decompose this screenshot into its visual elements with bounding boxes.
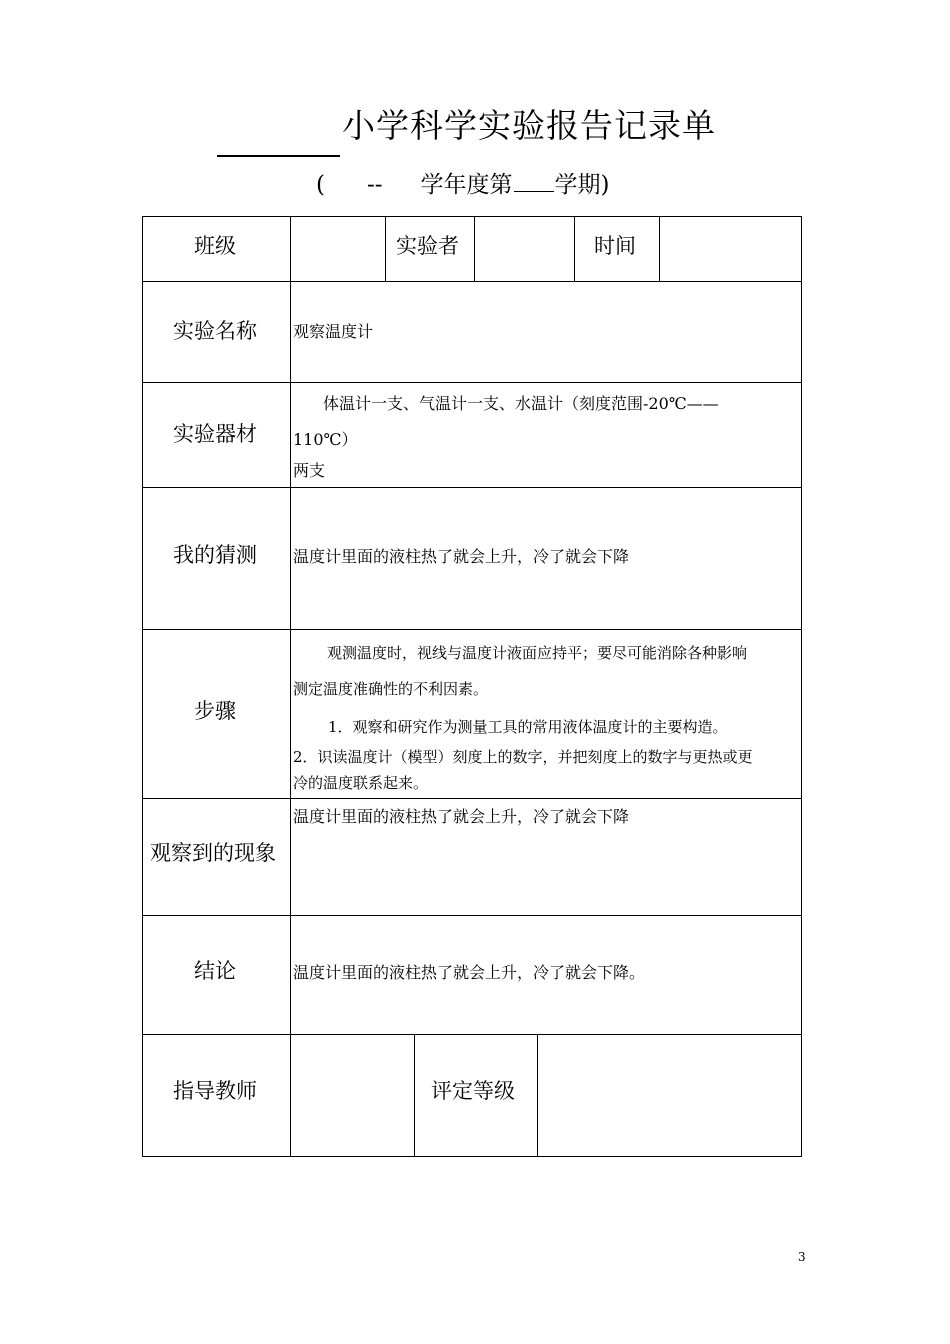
- row-border: [142, 281, 802, 282]
- semester-blank: [514, 169, 554, 192]
- col-border: [801, 216, 802, 1157]
- time-label: 时间: [594, 234, 636, 258]
- steps-line-4: 2．识读温度计（模型）刻度上的数字，并把刻度上的数字与更热或更: [293, 748, 753, 766]
- title-underline: [217, 155, 340, 157]
- observation-value: 温度计里面的液柱热了就会上升，冷了就会下降: [293, 807, 630, 826]
- steps-line-5: 冷的温度联系起来。: [293, 774, 429, 792]
- page-number: 3: [798, 1250, 806, 1264]
- subtitle: [316, 168, 610, 202]
- conclusion-label: 结论: [194, 959, 236, 983]
- subtitle-end: 学期): [554, 172, 610, 198]
- col-border: [474, 216, 475, 282]
- experiment-name-value: 观察温度计: [293, 322, 374, 341]
- col-border: [385, 216, 386, 282]
- subtitle-mid: 学年度第: [420, 172, 513, 198]
- materials-line-2: 110℃）: [293, 430, 358, 449]
- row-border: [142, 915, 802, 916]
- hypothesis-label: 我的猜测: [173, 543, 257, 567]
- class-label: 班级: [194, 234, 236, 258]
- hypothesis-value: 温度计里面的液柱热了就会上升，冷了就会下降: [293, 547, 630, 566]
- conclusion-value: 温度计里面的液柱热了就会上升，冷了就会下降。: [293, 963, 646, 982]
- steps-line-2: 测定温度准确性的不利因素。: [293, 680, 489, 698]
- row-border: [142, 629, 802, 630]
- row-border: [142, 1156, 802, 1157]
- page-title: 小学科学实验报告记录单: [342, 106, 716, 145]
- grade-label: 评定等级: [431, 1079, 515, 1103]
- col-border: [290, 216, 291, 1157]
- row-border: [142, 487, 802, 488]
- col-border: [142, 216, 143, 1157]
- materials-line-3: 两支: [293, 461, 326, 480]
- row-border: [142, 1034, 802, 1035]
- experiment-name-label: 实验名称: [173, 319, 257, 343]
- experimenter-label: 实验者: [396, 234, 459, 258]
- col-border: [537, 1034, 538, 1157]
- materials-line-1: 体温计一支、气温计一支、水温计（刻度范围-20℃——: [323, 394, 719, 413]
- teacher-label: 指导教师: [173, 1079, 257, 1103]
- row-border: [142, 798, 802, 799]
- materials-label: 实验器材: [173, 422, 257, 446]
- subtitle-dashes: --: [366, 172, 383, 198]
- row-border: [142, 216, 802, 217]
- steps-line-1: 观测温度时，视线与温度计液面应持平；要尽可能消除各种影响: [327, 644, 748, 662]
- row-border: [142, 382, 802, 383]
- col-border: [414, 1034, 415, 1157]
- steps-line-3: 1．观察和研究作为测量工具的常用液体温度计的主要构造。: [328, 718, 728, 736]
- observation-label: 观察到的现象: [150, 841, 276, 865]
- col-border: [574, 216, 575, 282]
- steps-label: 步骤: [194, 699, 236, 723]
- subtitle-open: (: [316, 172, 325, 198]
- col-border: [659, 216, 660, 282]
